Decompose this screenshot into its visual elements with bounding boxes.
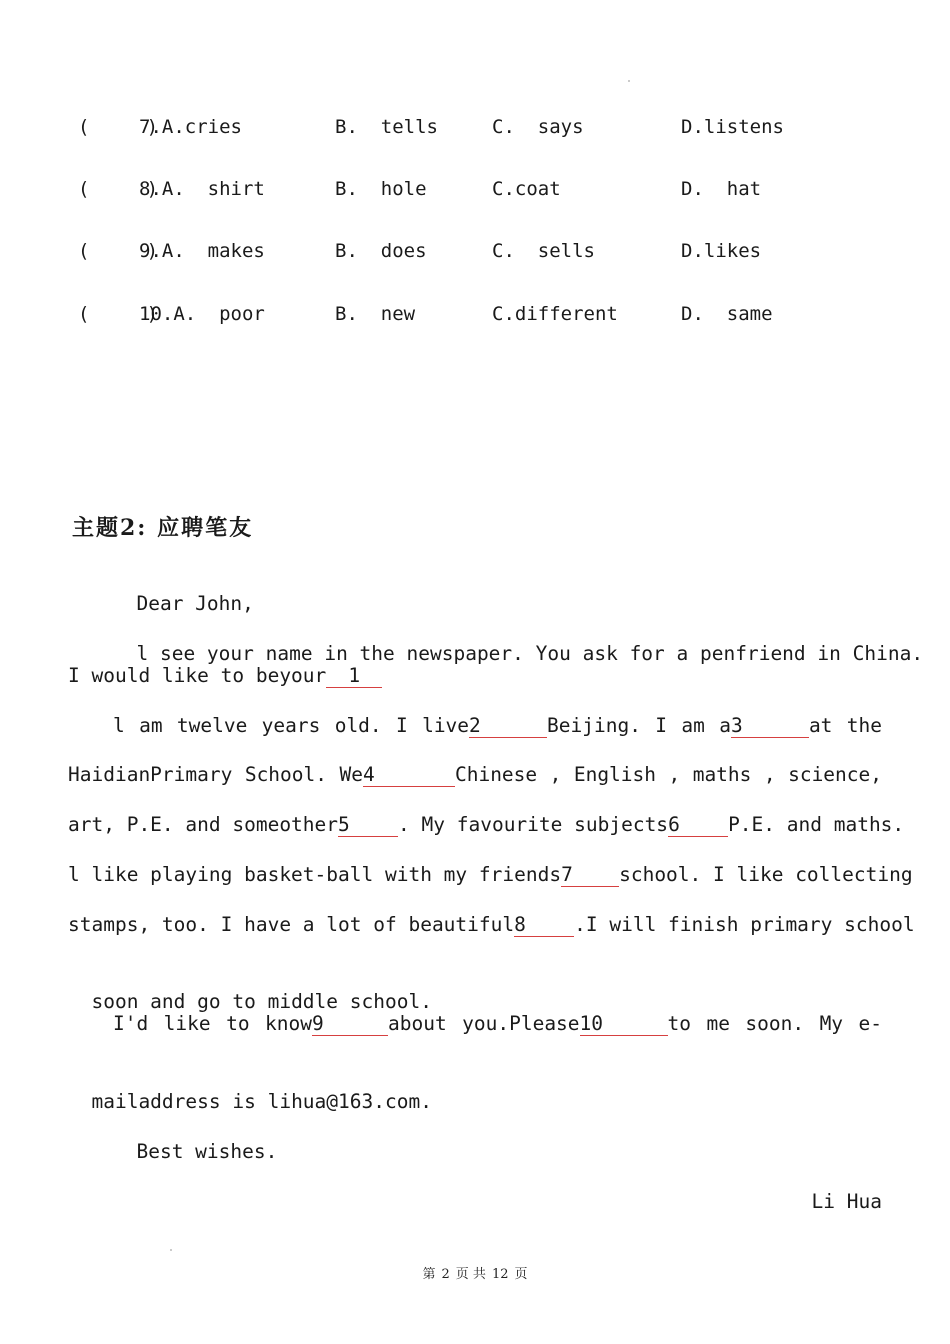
closing-text: Best wishes. [136,1140,278,1163]
letter-line [68,662,382,690]
letter-line [113,712,882,740]
option-b: B. hole [335,178,427,200]
letter-text: I would like to beyour [68,664,327,687]
answer-blank-5[interactable]: 5 [338,814,398,837]
option-a: 7.A.cries [139,116,242,138]
letter-text: I'd like to know [113,1012,312,1035]
letter-line [113,1010,882,1038]
letter-text: .I will finish primary school [574,913,915,936]
total-pages: 12 [491,1267,509,1282]
letter-text: l am twelve years old. I live [113,714,470,737]
letter-signature [788,1160,882,1216]
letter-text: HaidianPrimary School. We [68,763,363,786]
footer-text: 页 [514,1267,528,1282]
option-b: B. new [335,303,416,325]
option-c: C. says [492,116,584,138]
answer-blank-10[interactable]: 10 [580,1013,668,1036]
page-number: 2 [441,1267,450,1282]
letter-line [68,811,905,839]
question-row-9 [78,238,762,264]
option-a: 8.A. shirt [139,178,265,200]
signature-text: Li Hua [811,1190,882,1213]
page-footer [0,1263,950,1282]
answer-parenthesis[interactable]: ( ) [78,303,159,325]
letter-text: mailaddress is lihua@163.com. [91,1090,432,1113]
letter-line [68,960,432,1016]
footer-text: 第 [422,1267,436,1282]
option-c: C. sells [492,240,595,262]
letter-text: about you.Please [387,1012,580,1035]
answer-blank-1[interactable]: 1 [326,665,382,688]
letter-text: . My favourite subjects [398,813,669,836]
option-c: C.coat [492,178,561,200]
letter-closing [113,1110,277,1166]
answer-blank-2[interactable]: 2 [469,715,547,738]
option-d: D.likes [681,240,762,262]
letter-line [68,861,913,889]
letter-line [68,1060,432,1116]
decorative-dot [628,80,630,82]
option-b: B. does [335,240,427,262]
letter-line [68,761,882,789]
option-d: D. same [681,303,773,325]
letter-text: school. I like collecting [619,863,913,886]
letter-text: stamps, too. I have a lot of beautiful [68,913,515,936]
footer-text: 页 共 [455,1267,486,1282]
answer-parenthesis[interactable]: ( ) [78,116,159,138]
letter-text: l like playing basket-ball with my friends [68,863,562,886]
letter-text: at the [808,714,882,737]
letter-text: P.E. and maths. [728,813,905,836]
letter-line [68,911,915,939]
answer-blank-4[interactable]: 4 [363,764,455,787]
question-row-7 [78,114,784,140]
answer-blank-6[interactable]: 6 [668,814,728,837]
answer-blank-8[interactable]: 8 [514,914,574,937]
decorative-dot [170,1249,172,1251]
option-d: D. hat [681,178,762,200]
question-row-10 [78,301,773,327]
option-a: 10.A. poor [139,303,265,325]
section-heading: 主题2: 应聘笔友 [72,515,254,541]
greeting-text: Dear John, [136,592,254,615]
letter-text: Beijing. I am a [547,714,731,737]
question-row-8 [78,176,762,202]
letter-text: soon and go to middle school. [91,990,432,1013]
letter-text: to me soon. My e- [667,1012,882,1035]
option-a: 9.A. makes [139,240,265,262]
option-b: B. tells [335,116,438,138]
answer-blank-9[interactable]: 9 [312,1013,388,1036]
letter-greeting [113,562,254,618]
letter-text: art, P.E. and someother [68,813,339,836]
letter-text: l see your name in the newspaper. You ask for a penfriend in China. [136,642,924,665]
answer-blank-3[interactable]: 3 [731,715,809,738]
letter-text: Chinese , English , maths , science, [454,763,883,786]
option-c: C.different [492,303,618,325]
answer-parenthesis[interactable]: ( ) [78,240,159,262]
answer-parenthesis[interactable]: ( ) [78,178,159,200]
letter-line [113,612,924,668]
answer-blank-7[interactable]: 7 [561,864,619,887]
option-d: D.listens [681,116,784,138]
